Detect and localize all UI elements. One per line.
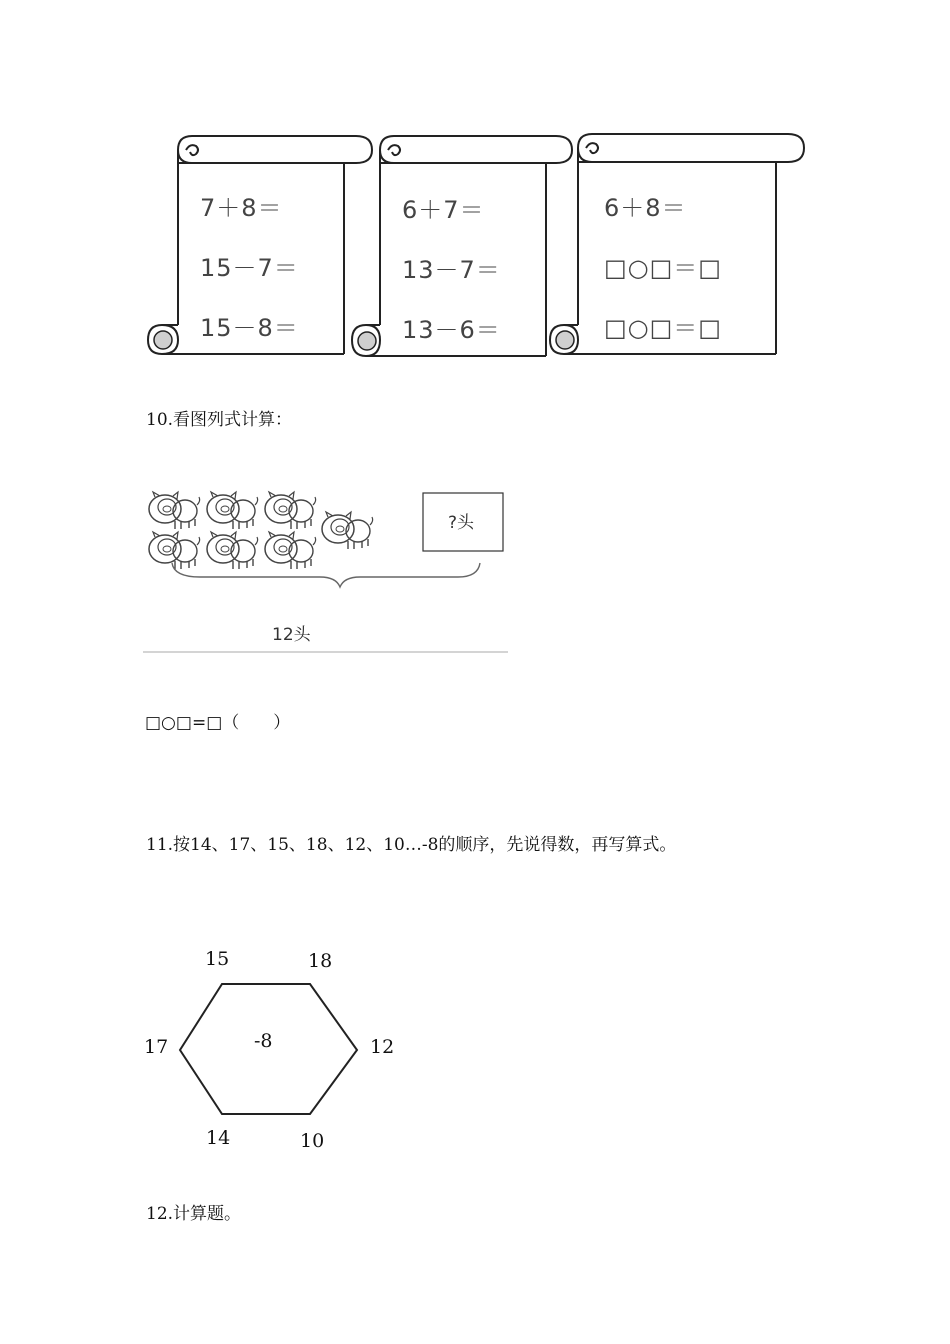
scroll-1-line-2: 15－7＝	[200, 254, 299, 282]
hex-top-right: 18	[308, 950, 333, 972]
hex-left: 17	[144, 1036, 169, 1058]
box-label: ?头	[448, 513, 475, 533]
scroll-1-line-3: 15－8＝	[200, 314, 299, 342]
total-label: 12头	[272, 625, 311, 645]
q12-title: 12.计算题。	[146, 1204, 242, 1224]
hex-bottom-left: 14	[206, 1127, 231, 1149]
q10-title: 10.看图列式计算：	[146, 410, 293, 430]
hex-bottom-right: 10	[300, 1130, 325, 1152]
scroll-3-line-3: □○□＝□	[604, 314, 722, 342]
scroll-3-line-1: 6＋8＝	[604, 194, 687, 222]
scroll-3-line-2: □○□＝□	[604, 254, 722, 282]
hex-right: 12	[370, 1036, 395, 1058]
scroll-2-line-1: 6＋7＝	[402, 196, 485, 224]
hex-center: -8	[254, 1030, 273, 1052]
scroll-1-line-1: 7＋8＝	[200, 194, 283, 222]
q11-title: 11.按14、17、15、18、12、10…-8的顺序，先说得数，再写算式。	[146, 835, 677, 855]
scroll-2-line-2: 13－7＝	[402, 256, 501, 284]
hex-top-left: 15	[205, 948, 230, 970]
scroll-2-line-3: 13－6＝	[402, 316, 501, 344]
q10-answer-template: □○□=□（ ）	[145, 713, 291, 733]
